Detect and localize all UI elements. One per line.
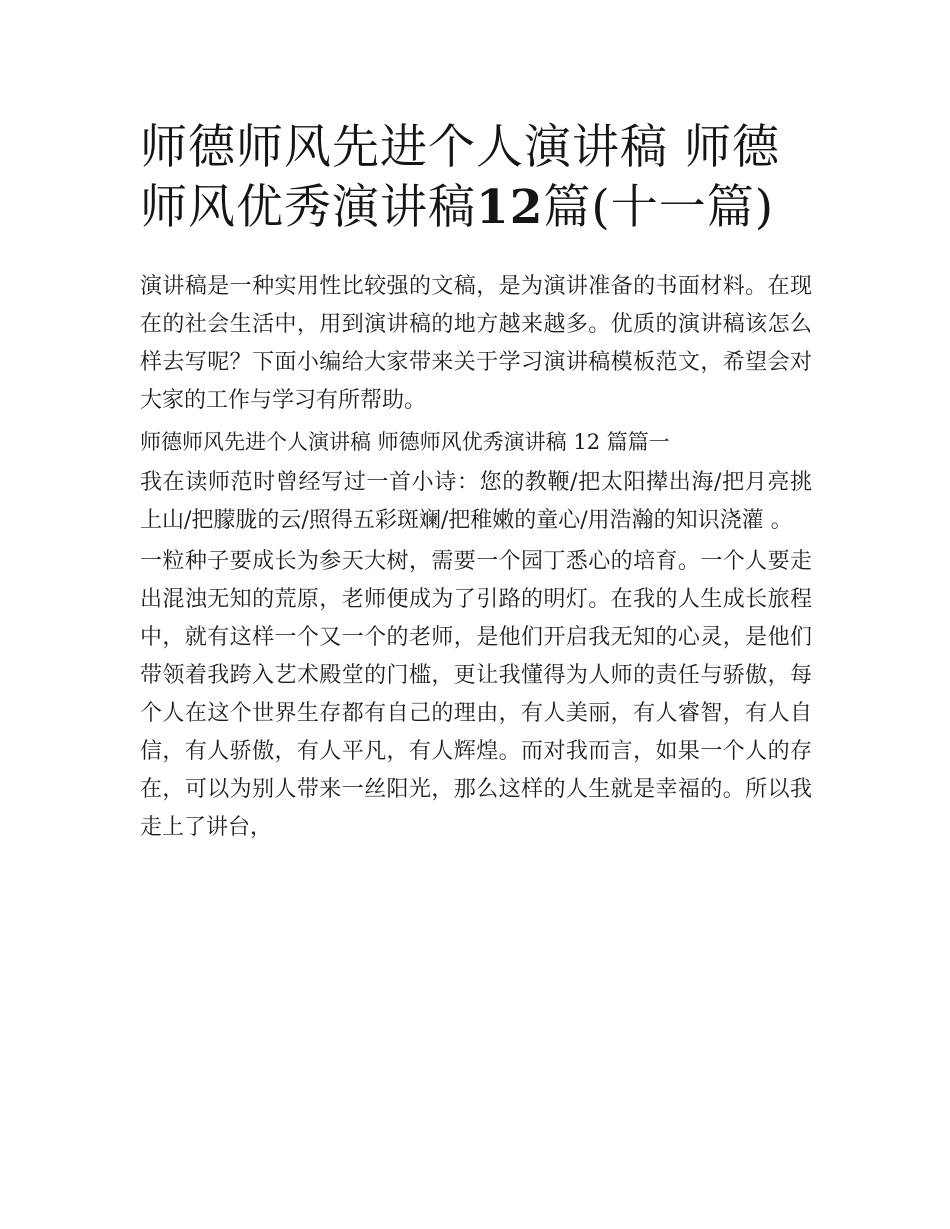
title-line-2-suffix: 篇(十一篇) xyxy=(543,180,775,235)
document-title xyxy=(140,118,812,238)
document-page xyxy=(140,118,812,850)
title-line-2-prefix: 师风优秀演讲稿 xyxy=(140,180,476,235)
intro-paragraph: 演讲稿是一种实用性比较强的文稿，是为演讲准备的书面材料。在现在的社会生活中，用到演讲稿的地方越来越多。优质的演讲稿该怎么样去写呢？下面小编给大家带来关于学习演讲稿模板范文，希望会对大家的工作与学习有所帮助。 xyxy=(140,274,812,413)
poem-paragraph: 我在读师范时曾经写过一首小诗：您的教鞭/把太阳撵出海/把月亮挑上山/把朦胧的云/照得五彩斑斓/把稚嫩的童心/用浩瀚的知识浇灌 。 xyxy=(140,470,812,533)
title-line-1: 师德师风先进个人演讲稿 师德 xyxy=(140,120,780,175)
section-heading: 师德师风先进个人演讲稿 师德师风优秀演讲稿 12 篇篇一 xyxy=(140,430,670,454)
document-body xyxy=(140,268,812,847)
body-paragraph: 一粒种子要成长为参天大树，需要一个园丁悉心的培育。一个人要走出混浊无知的荒原，老师便成为了引路的明灯。在我的人生成长旅程中，就有这样一个又一个的老师，是他们开启我无知的心灵，是他们带领着我跨入艺术殿堂的门槛，更让我懂得为人师的责任与骄傲，每个人在这个世界生存都有自己的理由，有人美丽，有人睿智，有人自信，有人骄傲，有人平凡，有人辉煌。而对我而言，如果一个人的存在，可以为别人带来一丝阳光，那么这样的人生就是幸福的。所以我走上了讲台， xyxy=(140,549,812,840)
title-line-2-number: 12 xyxy=(476,180,544,235)
